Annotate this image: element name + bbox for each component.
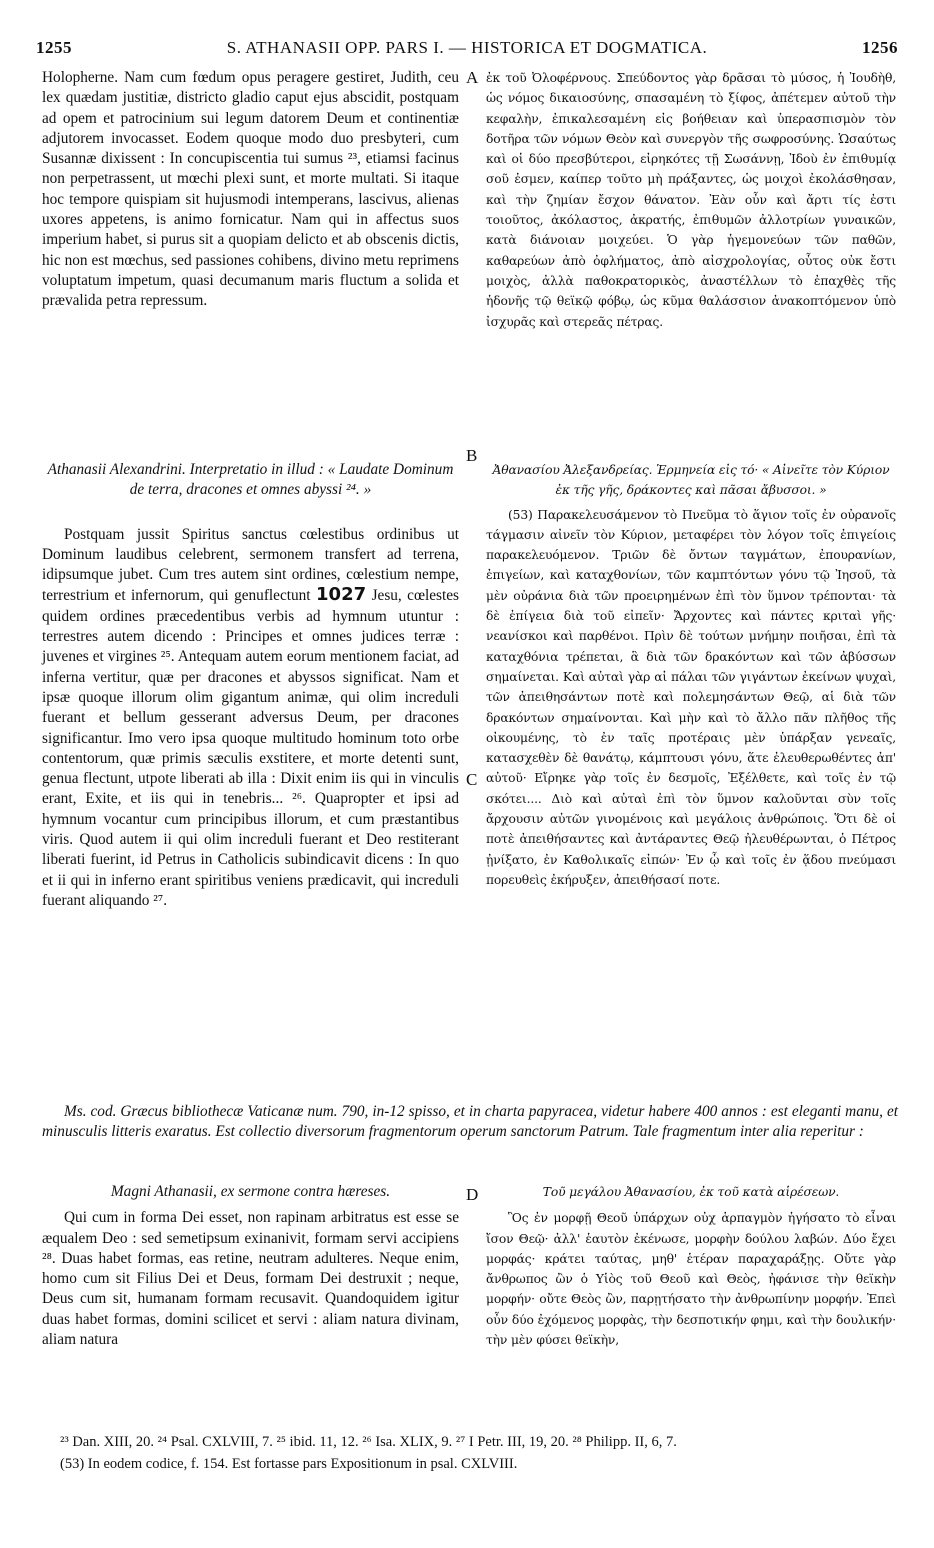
greek-column-section-3 <box>486 1182 896 1350</box>
latin-column-section-3 <box>42 1182 459 1350</box>
page-number-left: 1255 <box>36 38 72 57</box>
latin-section-title: Magni Athanasii, ex sermone contra hæreses. <box>110 1183 391 1200</box>
inline-page-number: 1027 <box>316 584 367 606</box>
manuscript-note: Ms. cod. Græcus bibliothecæ Vaticanæ num. 790, in-12 spisso, et in charta papyracea, videtur habere 400 annos : est eleganti manu, et minusculis litteris exaratus. Est collectio diversorum fragmentorum operum sanctorum Patrum. Tale fragmentum inter alia reperitur : <box>42 1103 898 1141</box>
greek-section-title: Ἀθανασίου Ἀλεξανδρείας. Ἑρμηνεία εἰς τό· « Αἰνεῖτε τὸν Κύριον ἐκ τῆς γῆς, δράκοντες καὶ πᾶσαι ἄβυσσοι. » <box>492 463 890 498</box>
latin-text: Postquam jussit Spiritus sanctus cœlestibus ordinibus ut Dominum laudibus celebrent, sermonem transfert ad terrena, idipsumque jubet. Cum tres autem sint ordines, cœlestium nempe, terrestrium et infernorum, qui genuflectunt <box>42 525 459 605</box>
footnote-line: (53) In eodem codice, f. 154. Est fortasse pars Expositionum in psal. CXLVIII. <box>60 1456 518 1472</box>
latin-paragraph: Qui cum in forma Dei esset, non rapinam arbitratus est esse se æqualem Deo : sed semetipsum exinanivit, formam servi accipiens ²⁸. Duas habet formas, eas retine, neutram adulteres. Neque enim, homo cum sit Filius Dei et Deus, formam Dei destruxit ; neque, Deus cum sit, humanam formam recusavit. Quandoquidem igitur duas habet formas, domini scilicet et servi : aliam natura divinam, aliam natura <box>42 1209 459 1349</box>
greek-column-section-2 <box>486 460 896 890</box>
latin-text: Jesu, cœlestes quidem ordines præcedentibus verbis ad hymnum utuntur : terrestres autem dicendo : Principes et omnes judices terræ : juvenes et virgines ²⁵. Antequam autem eorum mentionem faciat, ad inferna vertitur, quæ per dracones et abyssos significat. Nam et ipsæ quoque illorum olim gigantum animæ, qui olim increduli fuerant et bellum gesserant adversus Deum, per dracones significantur. Imo vero ipsa quoque multitudo hominum toto orbe contentorum, quæ primis sæculis exstitere, et morte detenti sunt, genua flectunt, utpote liberati ab illa : Dixit enim iis qui in vinculis erant, Exite, et iis qui in tenebris... ²⁶. Quapropter et ipsi ad hymnum vocantur cum principibus illorum, et cum præstantibus viris. Quod autem ii qui olim increduli fuerant et Deo restiterant liberati fuerint, id Petrus in Catholicis subindicavit dicens : In quo et ii qui in inferno erant spiritibus veniens prædicavit, qui increduli fuerant aliquando ²⁷. <box>42 587 460 909</box>
greek-paragraph: (53) Παρακελευσάμενον τὸ Πνεῦμα τὸ ἅγιον τοῖς ἐν οὐρανοῖς τάγμασιν αἰνεῖν τὸν Κύριον, μεταφέρει τὸν λόγον τοῖς ἐπιγείοις παρακελευόμενον. Τριῶν δὲ ὄντων ταγμάτων, ἐπουρανίων, ἐπιγείων, καὶ καταχθονίων, τῶν καμπτόντων γόνυ τῷ Ἰησοῦ, τὰ μὲν οὐράνια διὰ τῶν προειρημένων ἐπὶ τὸν ὕμνον τρέπονται· τὰ δὲ ἐπίγεια διὰ τοῦ εἰπεῖν· Ἄρχοντες καὶ πάντες κριταὶ γῆς· νεανίσκοι καὶ παρθένοι. Πρὶν δὲ τούτων μνήμην ποιῆσαι, ἐπὶ τὰ καταχθόνια τρέπεται, ἃ διὰ τῶν δρακόντων καὶ τῶν ἀβύσσων σημαίνεται. Καὶ αὐταὶ γὰρ αἱ πάλαι τῶν γιγάντων ἐκείνων ψυχαὶ, τῶν ἀπειθησάντων ποτὲ καὶ πολεμησάντων Θεῷ, αἱ διὰ τῶν δρακόντων σημαίνονται. Καὶ μὴν καὶ τὸ ἄλλο πᾶν πλῆθος τῆς οἰκουμένης, τὸ ἐν ταῖς προτέραις μὲν ὑπάρξαν γενεαῖς, κατασχεθὲν δὲ θανάτῳ, κάμπτουσι γόνυ, ἅτε ἐλευθερωθέντες ἀπ' αὐτοῦ· Εἴρηκε γὰρ τοῖς ἐν δεσμοῖς, Ἐξέλθετε, καὶ τοῖς ἐν τῷ σκότει.... Διὸ καὶ αὐταὶ ἐπὶ τὸν ὕμνον καλοῦνται σὺν τοῖς ἄρχουσιν αὐτῶν γινομένοις καὶ μεγάλοις ἀνθρώποις. Ὅτι δὲ οἱ ποτὲ ἀπειθήσαντες καὶ ἀντάραντες Θεῷ ἠλευθέρωνται, ὁ Πέτρος ᾐνίξατο, ἐν Καθολικαῖς εἰπών· Ἐν ᾧ καὶ τοῖς ἐν ᾅδου πνεύμασι πορευθεὶς ἐκήρυξεν, ἀπειθήσασί ποτε. <box>486 507 896 887</box>
latin-section-title: Athanasii Alexandrini. Interpretatio in illud : « Laudate Dominum de terra, dracones et omnes abyssi ²⁴. » <box>47 461 454 499</box>
latin-column-section-1 <box>42 68 459 312</box>
latin-paragraph <box>42 525 459 912</box>
running-header <box>36 38 898 62</box>
page-number-right: 1256 <box>862 38 898 57</box>
greek-paragraph: Ὃς ἐν μορφῇ Θεοῦ ὑπάρχων οὐχ ἁρπαγμὸν ἡγήσατο τὸ εἶναι ἴσον Θεῷ· ἀλλ' ἑαυτὸν ἐκένωσε, μορφὴν δούλου λαβών. Δύο ἔχει μορφάς· κράτει ταύτας, μηθ' ἑτέραν παραχαράξῃς. Οὔτε γὰρ ἄνθρωπος ὢν ὁ Υἱὸς τοῦ Θεοῦ καὶ Θεὸς, ἠφάνισε τὴν θεϊκὴν μορφήν· οὔτε Θεὸς ὢν, παρῃτήσατο τὴν ἀνθρωπίνην μορφήν. Ἐπεὶ οὖν δύο ἐχόμενος μορφὰς, τὴν δεσποτικήν φημι, καὶ τὴν δουλικήν· τὴν μὲν φύσει θεϊκὴν, <box>486 1211 896 1348</box>
footnotes <box>42 1432 898 1474</box>
greek-section-title: Τοῦ μεγάλου Ἀθανασίου, ἐκ τοῦ κατὰ αἱρέσεων. <box>542 1185 840 1199</box>
running-title: S. ATHANASII OPP. PARS I. — HISTORICA ET DOGMATICA. <box>226 38 708 57</box>
greek-column-section-1 <box>486 68 896 332</box>
latin-paragraph: Holopherne. Nam cum fœdum opus peragere gestiret, Judith, ceu lex quædam justitiæ, districto gladio caput ejus abscidit, postquam ad opem et patrocinium sui legum datorem Deum et continentiæ adjutorem invocasset. Eodem quoque modo duo presbyteri, cum Susannæ dixissent : In concupiscentia tui sumus ²³, etiamsi facinus non perpetrassent, ut mœchi plexi sunt, et morte multati. Si itaque hoc tempore quispiam sit hujusmodi intemperans, lascivus, alienas uxores appetens, is animo fornicatur. Nam qui in affectus suos imperium habet, si purus sit a quopiam delicto et ab obscenis dictis, hic non est mœchus, sed passiones cohibens, divino metu reprimens voluptatum impetum, quasi decumanum maris fluctum a solida et prævalida petra repressum. <box>42 69 459 310</box>
margin-letter-d: D <box>466 1185 479 1204</box>
footnote-line: ²³ Dan. XIII, 20. ²⁴ Psal. CXLVIII, 7. ²⁵ ibid. 11, 12. ²⁶ Isa. XLIX, 9. ²⁷ I Petr. III, 19, 20. ²⁸ Philipp. II, 6, 7. <box>60 1434 677 1450</box>
margin-letter-a: A <box>466 68 479 87</box>
margin-letter-b: B <box>466 446 478 465</box>
latin-column-section-2 <box>42 460 459 911</box>
margin-letter-c: C <box>466 770 478 789</box>
greek-paragraph: ἐκ τοῦ Ὀλοφέρνους. Σπεύδοντος γὰρ δρᾶσαι τὸ μύσος, ἡ Ἰουδὴθ, ὡς νόμος δικαιοσύνης, σπασαμένη τὸ ξίφος, ἀπέτεμεν αὐτοῦ τὴν κεφαλὴν, ἐπικαλεσαμένη εἰς βοήθειαν καὶ ὑπερασπισμὸν τὸν δοτῆρα τῶν νόμων Θεὸν καὶ συνεργὸν τῆς σωφροσύνης. Ὡσαύτως καὶ οἱ δύο πρεσβύτεροι, εἰρηκότες τῇ Σωσάννῃ, Ἰδοὺ ἐν ἐπιθυμίᾳ σοῦ ἐσμεν, καίπερ τοῦτο μὴ πράξαντες, ὡς μοιχοὶ ἐκολάσθησαν, καὶ τὴν ζημίαν ἔσχον θάνατον. Ἐὰν οὖν καὶ ἄρτι τίς ἐστι τοιοῦτος, ἀκόλαστος, ἀκρατής, ἐπιθυμῶν ἀλλοτρίων γυναικῶν, κατὰ διάνοιαν μοιχεύει. Ὁ γὰρ ἡγεμονεύων τῶν παθῶν, καθαρεύων ἀπὸ ὀφλήματος, ἀπὸ αἰσχρολογίας, οὗτος οὐκ ἔστι μοιχὸς, ἀλλὰ παθοκρατορικὸς, ἀναστέλλων τὸ ἐπαχθὲς τῆς ἡδονῆς τῷ θεϊκῷ φόβῳ, ὡς κῦμα θαλάσσιον ἀνακοπτόμενον ὑπὸ ἰσχυρᾶς καὶ στερεᾶς πέτρας. <box>486 71 896 329</box>
